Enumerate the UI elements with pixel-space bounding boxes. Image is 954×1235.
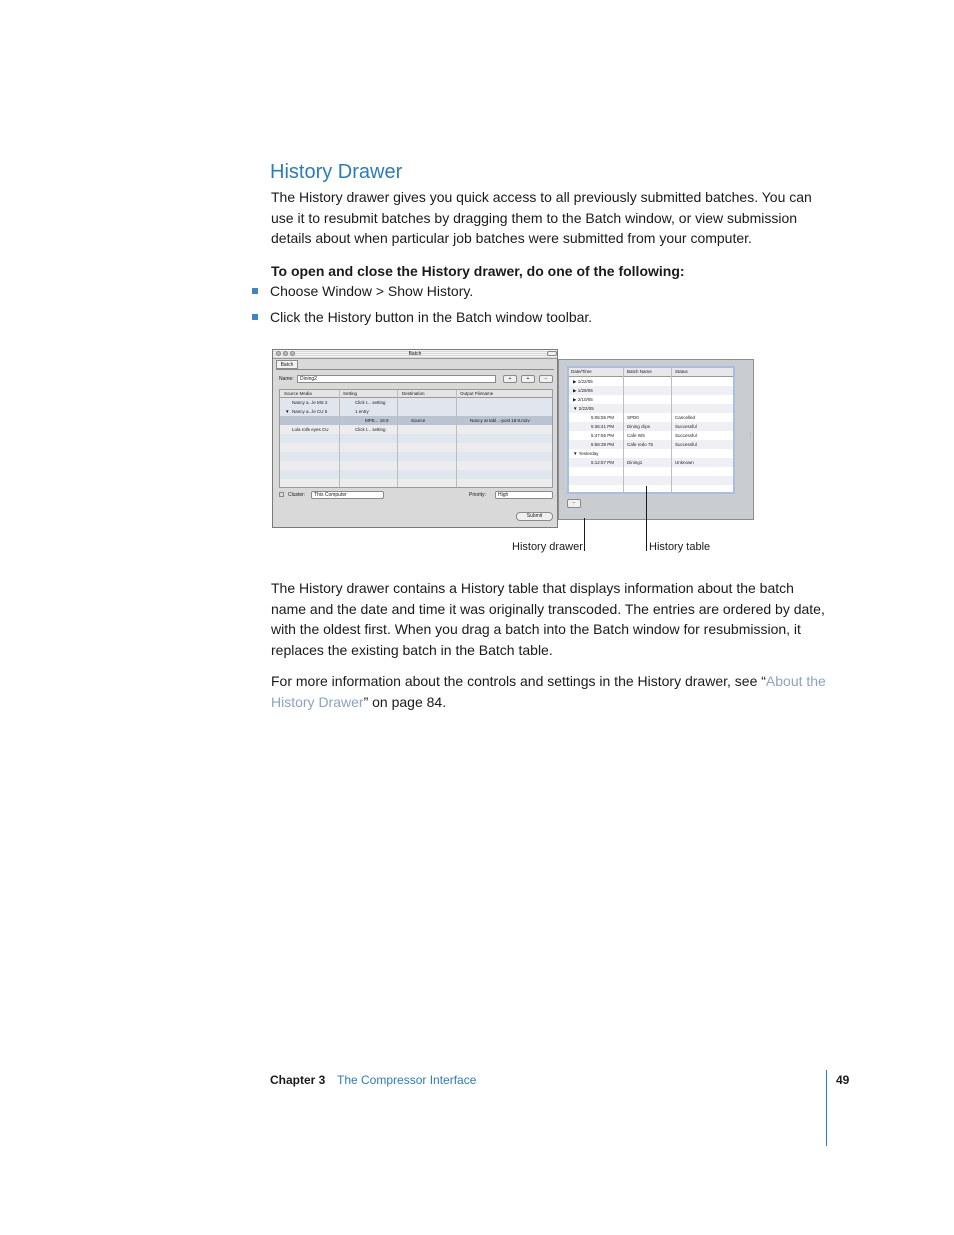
history-status: Unknown (675, 460, 694, 465)
history-row (569, 449, 733, 458)
column-header: Source Media (284, 391, 312, 396)
tab-batch: Batch (276, 360, 298, 369)
history-table (567, 366, 735, 494)
body-paragraph: The History drawer contains a History table that displays information about the batch name and the date and time it was originally transcoded. The entries are ordered by date, with the oldest first. When you drag a batch into the Batch window for resubmission, it replaces the existing batch in the Batch table. (271, 580, 825, 658)
column-header: Date/Time (571, 369, 592, 374)
history-row (569, 395, 733, 404)
section-title: History Drawer (270, 161, 403, 183)
batch-window-screenshot (272, 349, 558, 528)
submit-button: Submit (516, 512, 553, 521)
bullet-square-icon (252, 288, 258, 294)
history-batch-name: Dining1 (627, 460, 643, 465)
history-date: 5:36:41 PM (591, 424, 615, 429)
cluster-popup: This Computer (311, 491, 384, 499)
batch-table (279, 389, 553, 488)
add-settings-button: + (503, 375, 517, 383)
table-row: Nancy a...le MS 2 Click t... setting (280, 398, 552, 407)
history-row-empty (569, 485, 733, 494)
history-date: ▶ 1/29/05 (573, 388, 593, 393)
reference-paragraph: For more information about the controls and settings in the History drawer, see “About the History Drawer” on page 84. (271, 673, 826, 710)
history-status: Successful (675, 442, 697, 447)
history-date: ▶ 2/10/05 (573, 397, 593, 402)
history-date: 5:47:56 PM (591, 433, 615, 438)
history-row (569, 404, 733, 413)
history-row-empty (569, 476, 733, 485)
table-row-selected: MPE... 16:9 Source Nancy at tabl...-post 16:9.m2v (280, 416, 552, 425)
remove-button: − (539, 375, 553, 383)
callout-line (584, 518, 585, 551)
toolbar-toggle-button (547, 351, 557, 356)
history-batch-name: Cafe WS (627, 433, 646, 438)
intro-paragraph: The History drawer gives you quick access to all previously submitted batches. You can use it to resubmit batches by dragging them to the Batch window, or view submission details about when particular job batches were submitted from your computer. (271, 189, 812, 246)
bullet-square-icon (252, 314, 258, 320)
history-row (569, 377, 733, 386)
footer-chapter: Chapter 3 (270, 1073, 326, 1087)
history-status: Successful (675, 433, 697, 438)
column-header: Output Filename (460, 391, 494, 396)
history-status: Successful (675, 424, 697, 429)
cross-reference-link[interactable]: About the History Drawer (271, 673, 826, 710)
column-header: Status (675, 369, 688, 374)
tab-divider (276, 369, 554, 370)
column-header: Batch Name (627, 369, 652, 374)
priority-popup: High (495, 491, 553, 499)
table-row: Lola rolls eyes CU Click t... setting (292, 427, 386, 432)
history-row (569, 458, 733, 467)
cluster-label: Cluster: (288, 492, 306, 498)
bullet-item: Click the History button in the Batch window toolbar. (252, 309, 592, 325)
add-destination-button: + (521, 375, 535, 383)
history-date: ▼ Yesterday (573, 451, 599, 456)
history-row (569, 386, 733, 395)
history-drawer-screenshot (558, 359, 754, 520)
remove-history-button: − (567, 499, 581, 508)
history-date: 5:58:39 PM (591, 442, 615, 447)
history-batch-name: SPD0 (627, 415, 639, 420)
priority-label: Priority: (469, 492, 486, 498)
disclosure-triangle-icon: ▼ (285, 409, 290, 414)
column-header: Destination (402, 391, 425, 396)
footer-chapter-name: The Compressor Interface (337, 1073, 477, 1087)
history-row (569, 440, 733, 449)
callout-history-table: History table (649, 541, 711, 553)
history-row (569, 422, 733, 431)
window-title: Batch (408, 351, 422, 357)
history-row (569, 431, 733, 440)
footer-divider (826, 1070, 827, 1146)
history-batch-name: Dining clips (627, 424, 651, 429)
table-row: ▼ Nancy a...le CU 5 1 entry (280, 407, 552, 416)
callout-history-drawer: History drawer (512, 541, 583, 553)
batch-table-header (280, 390, 552, 398)
callout-line (646, 486, 647, 551)
history-date: ▶ 1/22/05 (573, 379, 593, 384)
page-number: 49 (836, 1073, 850, 1087)
history-table-header (569, 368, 733, 377)
history-row-empty (569, 467, 733, 476)
history-date: ▼ 2/22/05 (573, 406, 594, 411)
history-date: 5:06:55 PM (591, 415, 615, 420)
batch-name-field: Dining2 (297, 375, 496, 383)
drawer-resize-handle-icon: ⋮ (748, 432, 753, 438)
name-label: Name: (279, 376, 294, 382)
column-header: Setting (343, 391, 358, 396)
history-batch-name: Cafe redo 75 (627, 442, 654, 447)
lock-icon (279, 492, 284, 497)
bullet-item: Choose Window > Show History. (252, 283, 473, 299)
history-date: 5:12:57 PM (591, 460, 615, 465)
history-row (569, 413, 733, 422)
instruction-heading: To open and close the History drawer, do one of the following: (271, 263, 685, 279)
history-status: Cancelled (675, 415, 696, 420)
